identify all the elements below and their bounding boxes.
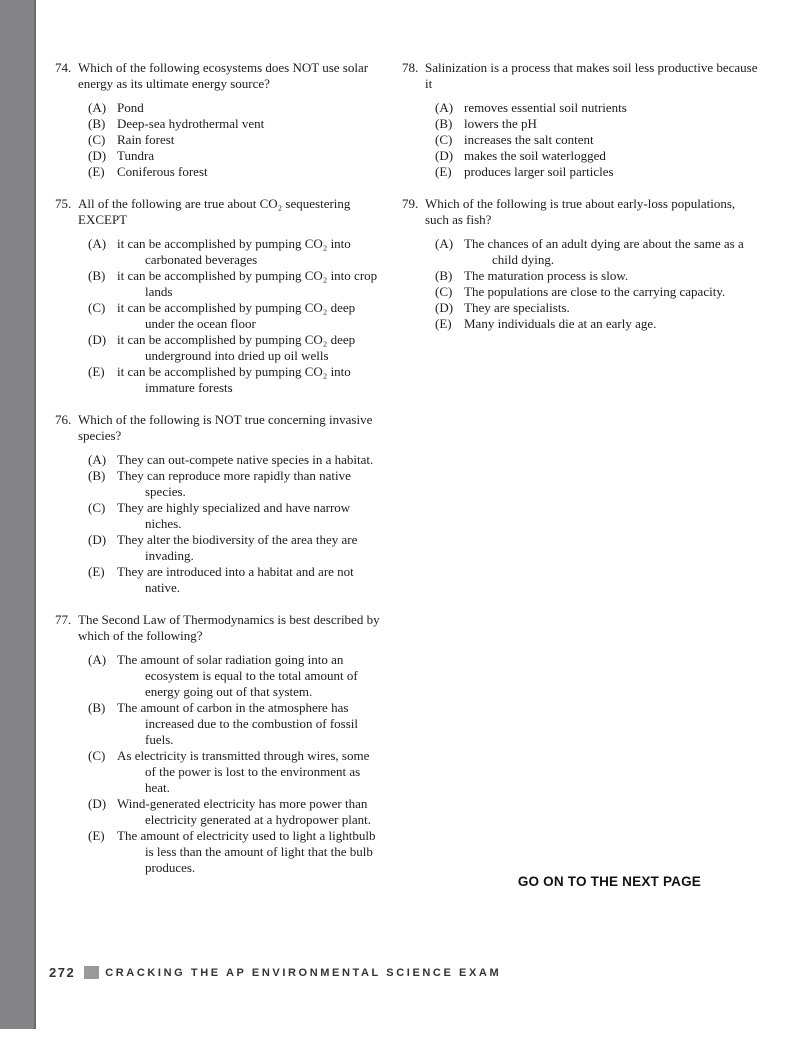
question-text: All of the following are true about CO₂ sequestering EXCEPT	[78, 196, 351, 227]
choice-label: (D)	[88, 332, 107, 347]
choice-text: it can be accomplished by pumping CO₂ into carbonated beverages	[117, 236, 351, 267]
question-text: The Second Law of Thermodynamics is best described by which of the following?	[78, 612, 380, 643]
choice-list	[55, 452, 383, 596]
answer-choice	[435, 236, 762, 268]
question-number: 74.	[55, 60, 72, 75]
choice-text: The amount of solar radiation going into an ecosystem is equal to the total amount of energy going out of that system.	[117, 652, 358, 699]
question-text: Which of the following is true about early-loss populations, such as fish?	[425, 196, 736, 227]
question-head	[55, 612, 383, 644]
choice-list	[55, 236, 383, 396]
choice-label: (B)	[435, 268, 453, 283]
answer-choice	[88, 652, 383, 700]
choice-text: Pond	[117, 100, 144, 115]
answer-choice	[88, 100, 383, 116]
answer-choice	[88, 564, 383, 596]
choice-text: As electricity is transmitted through wires, some of the power is lost to the environment as heat.	[117, 748, 370, 795]
question	[55, 612, 383, 876]
question-number: 79.	[402, 196, 419, 211]
question-text: Salinization is a process that makes soil less productive because it	[425, 60, 758, 91]
answer-choice	[88, 364, 383, 396]
choice-label: (C)	[88, 300, 106, 315]
choice-text: it can be accomplished by pumping CO₂ deep under the ocean floor	[117, 300, 356, 331]
choice-label: (B)	[88, 268, 106, 283]
left-gray-margin-bar	[0, 0, 36, 1029]
answer-choice	[88, 700, 383, 748]
choice-label: (B)	[88, 700, 106, 715]
choice-list	[55, 100, 383, 180]
choice-label: (C)	[88, 500, 106, 515]
question-head	[402, 196, 762, 228]
choice-label: (A)	[435, 236, 454, 251]
question	[55, 412, 383, 596]
answer-choice	[88, 300, 383, 332]
choice-label: (E)	[88, 564, 105, 579]
choice-label: (C)	[435, 284, 453, 299]
answer-choice	[88, 796, 383, 828]
choice-text: The maturation process is slow.	[464, 268, 629, 283]
choice-label: (A)	[88, 652, 107, 667]
answer-choice	[88, 332, 383, 364]
choice-text: removes essential soil nutrients	[464, 100, 627, 115]
right-column	[402, 60, 762, 892]
choice-text: Wind-generated electricity has more power than electricity generated at a hydropower plant.	[117, 796, 371, 827]
choice-label: (C)	[88, 132, 106, 147]
choice-label: (E)	[435, 316, 452, 331]
question-head	[55, 60, 383, 92]
answer-choice	[435, 132, 762, 148]
question-head	[55, 412, 383, 444]
choice-label: (A)	[88, 452, 107, 467]
choice-text: it can be accomplished by pumping CO₂ into crop lands	[117, 268, 378, 299]
choice-label: (D)	[435, 148, 454, 163]
answer-choice	[435, 284, 762, 300]
answer-choice	[435, 116, 762, 132]
answer-choice	[435, 148, 762, 164]
choice-text: The amount of carbon in the atmosphere has increased due to the combustion of fossil fuels.	[117, 700, 359, 747]
choice-text: They can out-compete native species in a habitat.	[117, 452, 374, 467]
choice-text: They alter the biodiversity of the area they are invading.	[117, 532, 358, 563]
choice-label: (B)	[88, 468, 106, 483]
choice-label: (A)	[435, 100, 454, 115]
answer-choice	[88, 468, 383, 500]
choice-text: produces larger soil particles	[464, 164, 614, 179]
question	[55, 196, 383, 396]
answer-choice	[88, 164, 383, 180]
left-column	[55, 60, 383, 892]
choice-label: (D)	[88, 796, 107, 811]
answer-choice	[88, 116, 383, 132]
choice-text: it can be accomplished by pumping CO₂ into immature forests	[117, 364, 351, 395]
choice-text: lowers the pH	[464, 116, 537, 131]
choice-text: They are specialists.	[464, 300, 570, 315]
choice-label: (B)	[88, 116, 106, 131]
choice-text: They are highly specialized and have narrow niches.	[117, 500, 351, 531]
question-text: Which of the following is NOT true concerning invasive species?	[78, 412, 373, 443]
answer-choice	[435, 316, 762, 332]
choice-text: makes the soil waterlogged	[464, 148, 606, 163]
answer-choice	[435, 100, 762, 116]
choice-label: (B)	[435, 116, 453, 131]
question	[55, 60, 383, 180]
answer-choice	[88, 268, 383, 300]
choice-label: (A)	[88, 236, 107, 251]
choice-text: Tundra	[117, 148, 155, 163]
choice-label: (C)	[435, 132, 453, 147]
choice-label: (C)	[88, 748, 106, 763]
answer-choice	[88, 532, 383, 564]
answer-choice	[88, 148, 383, 164]
choice-label: (E)	[88, 364, 105, 379]
choice-list	[402, 236, 762, 332]
choice-text: Rain forest	[117, 132, 175, 147]
answer-choice	[88, 132, 383, 148]
choice-label: (E)	[435, 164, 452, 179]
choice-text: The chances of an adult dying are about the same as a child dying.	[464, 236, 744, 267]
choice-text: The populations are close to the carrying capacity.	[464, 284, 726, 299]
choice-text: Coniferous forest	[117, 164, 208, 179]
choice-label: (D)	[88, 148, 107, 163]
answer-choice	[88, 748, 383, 796]
page-number: 272	[49, 965, 76, 980]
question-head	[55, 196, 383, 228]
question-head	[402, 60, 762, 92]
choice-list	[402, 100, 762, 180]
question-text: Which of the following ecosystems does NOT use solar energy as its ultimate energy source?	[78, 60, 369, 91]
choice-text: They can reproduce more rapidly than native species.	[117, 468, 351, 499]
choice-label: (D)	[435, 300, 454, 315]
answer-choice	[435, 164, 762, 180]
answer-choice	[88, 236, 383, 268]
question-number: 78.	[402, 60, 419, 75]
page-footer	[49, 965, 501, 980]
choice-list	[55, 652, 383, 876]
answer-choice	[88, 828, 383, 876]
answer-choice	[88, 452, 383, 468]
questions-area	[55, 60, 762, 892]
choice-label: (E)	[88, 164, 105, 179]
choice-label: (E)	[88, 828, 105, 843]
choice-label: (A)	[88, 100, 107, 115]
question	[402, 196, 762, 332]
choice-text: They are introduced into a habitat and are not native.	[117, 564, 354, 595]
choice-text: Many individuals die at an early age.	[464, 316, 657, 331]
answer-choice	[88, 500, 383, 532]
question-number: 77.	[55, 612, 72, 627]
go-on-instruction: GO ON TO THE NEXT PAGE	[517, 874, 701, 889]
answer-choice	[435, 300, 762, 316]
question	[402, 60, 762, 180]
footer-square-icon	[84, 966, 99, 979]
choice-text: Deep-sea hydrothermal vent	[117, 116, 265, 131]
answer-choice	[435, 268, 762, 284]
book-title: CRACKING THE AP ENVIRONMENTAL SCIENCE EXAM	[105, 966, 502, 979]
choice-text: The amount of electricity used to light a lightbulb is less than the amount of light that the bulb produces.	[117, 828, 376, 875]
question-number: 76.	[55, 412, 72, 427]
choice-text: increases the salt content	[464, 132, 594, 147]
choice-label: (D)	[88, 532, 107, 547]
choice-text: it can be accomplished by pumping CO₂ deep underground into dried up oil wells	[117, 332, 356, 363]
question-number: 75.	[55, 196, 72, 211]
